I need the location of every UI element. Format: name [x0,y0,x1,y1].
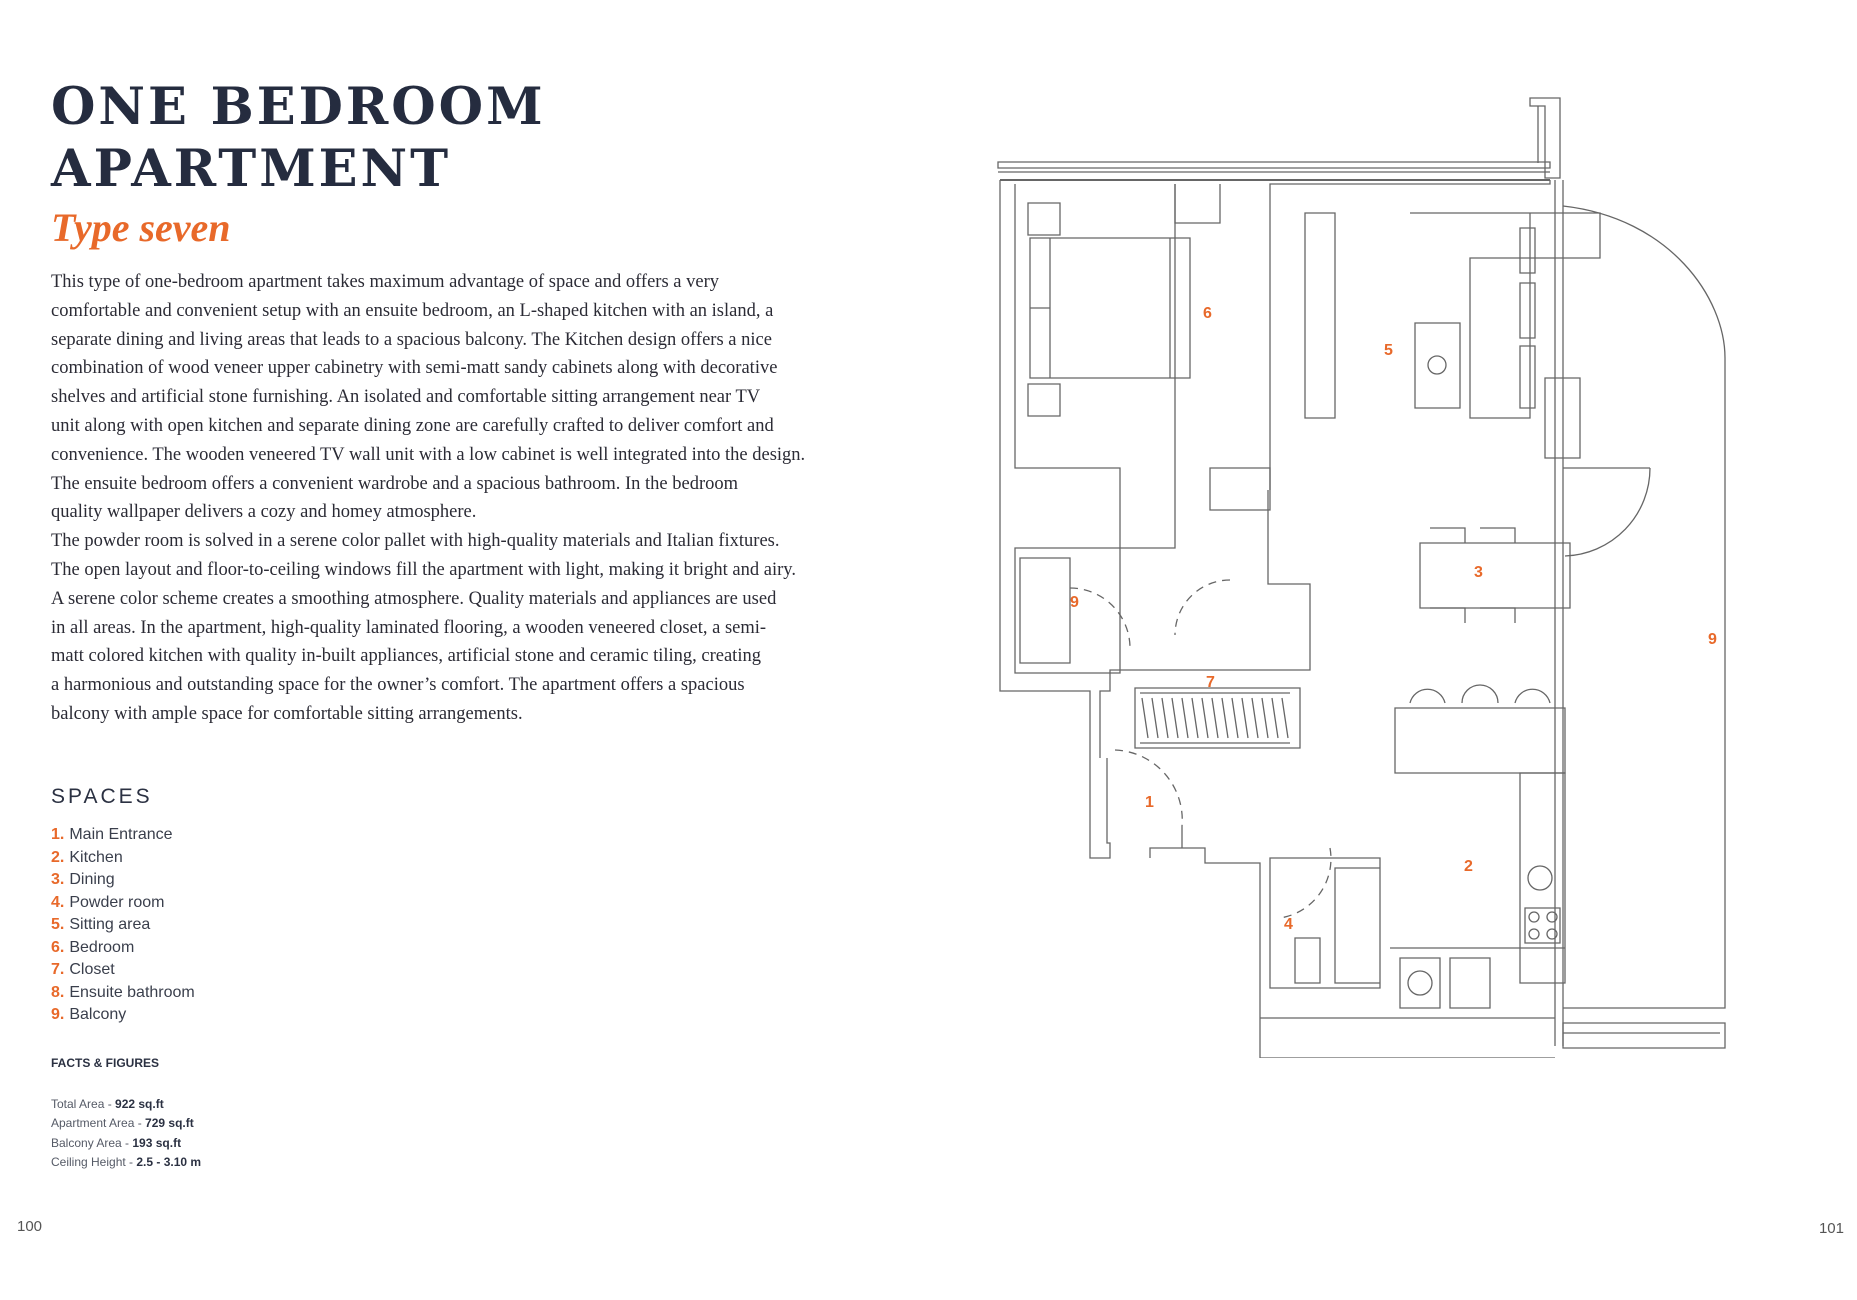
space-number: 3. [51,871,65,888]
label-balcony: 9 [1708,631,1717,648]
fact-label: Balcony Area - [51,1135,133,1150]
label-bedroom: 6 [1203,305,1212,322]
intro-line: The open layout and floor-to-ceiling windows fill the apartment with light, making it bright and airy. [51,559,796,580]
label-closet: 7 [1206,674,1215,691]
space-label: Sitting area [69,916,151,933]
list-item [51,959,195,982]
ensuite-bath [1015,548,1120,673]
kitchen-island [1395,708,1565,773]
toilet [1295,938,1320,983]
page-subtitle: Type seven [51,205,231,250]
intro-line: balcony with ample space for comfortable sitting arrangements. [51,703,523,724]
intro-line: in all areas. In the apartment, high-quality laminated flooring, a wooden veneered closet, a semi- [51,617,767,638]
page-title [51,76,546,200]
kitchen-counter [1390,773,1565,983]
list-item [51,937,195,960]
dining-table [1420,543,1570,608]
label-dining: 3 [1474,564,1483,581]
intro-line: shelves and artificial stone furnishing. An isolated and comfortable sitting arrangement near TV [51,387,761,408]
fact-value: 922 sq.ft [115,1097,164,1111]
label-main-entrance: 1 [1145,794,1154,811]
bedroom-partition [1175,184,1335,418]
space-number: 5. [51,916,65,933]
facts-heading: FACTS & FIGURES [51,1056,160,1070]
bottom-wall [1150,848,1555,1058]
intro-line: convenience. The wooden veneered TV wall unit with a low cabinet is well integrated into the design. [51,444,806,465]
title-line-1: ONE BEDROOM [51,77,546,137]
coffee-table-decor [1428,356,1446,374]
right-facade [1555,180,1563,1046]
intro-line: a harmonious and outstanding space for the owner’s comfort. The apartment offers a spacious [51,675,745,696]
intro-line: comfortable and convenient setup with an ensuite bedroom, an L-shaped kitchen with an island, a [51,300,774,321]
list-item [51,824,195,847]
coffee-table [1415,323,1460,408]
spaces-heading: SPACES [51,785,153,808]
fact-label: Apartment Area - [51,1116,146,1131]
list-item [51,847,195,870]
floor-plan-drawing [990,88,1820,1058]
space-label: Ensuite bathroom [69,983,195,1001]
space-label: Dining [69,871,115,888]
nightstand [1028,203,1060,416]
intro-line: unit along with open kitchen and separate dining zone are carefully crafted to deliver comfort and [51,415,774,436]
space-number: 2. [51,848,65,866]
space-number: 1. [51,826,65,843]
label-powder-room: 4 [1284,916,1293,933]
dining-chairs [1430,528,1515,623]
space-number: 9. [51,1006,65,1023]
entrance-door [1115,750,1182,826]
balcony-rail-bottom [1563,1023,1725,1048]
window-corner [1530,98,1560,178]
balcony-outline [1563,206,1725,1008]
sofa [1410,213,1600,418]
bed [1030,238,1190,378]
label-sitting-area: 5 [1384,342,1393,359]
list-item [51,982,195,1005]
outer-wall [1000,180,1550,858]
list-item [51,892,195,915]
fact-item [51,1134,201,1153]
list-item [51,869,195,892]
intro-line: combination of wood veneer upper cabinetry with semi-matt sandy cabinets along with decorative [51,358,778,379]
fact-item [51,1153,201,1172]
space-label: Bedroom [69,938,135,956]
intro-line: This type of one-bedroom apartment takes maximum advantage of space and offers a very [51,272,719,292]
closet-hatch [1142,698,1288,738]
space-label: Balcony [69,1006,127,1023]
window-strip [998,162,1550,172]
floor-plan-labels [1070,305,1717,933]
intro-line: quality wallpaper delivers a cozy and homey atmosphere. [51,502,477,523]
fact-item [51,1095,201,1114]
space-label: Closet [69,961,115,978]
tv-console [1210,468,1270,510]
space-label: Powder room [69,893,165,911]
facts-list [51,1095,201,1172]
fact-label: Ceiling Height - [51,1154,137,1169]
sink [1528,866,1552,890]
label-kitchen: 2 [1464,858,1473,875]
title-line-2: APARTMENT [51,139,452,199]
ensuite-door [1070,588,1130,648]
space-label: Kitchen [69,848,123,866]
space-number: 7. [51,961,65,978]
intro-line: A serene color scheme creates a smoothing atmosphere. Quality materials and appliances are used [51,588,777,609]
list-item [51,914,195,937]
washer [1400,958,1440,1008]
intro-line: separate dining and living areas that leads to a spacious balcony. The Kitchen design offers a nice [51,329,772,350]
page-number-right: 101 [1818,1220,1844,1237]
fact-item [51,1114,201,1133]
list-item [51,1004,195,1027]
balcony-door [1563,468,1650,556]
label-ensuite-bathroom: 9 [1070,594,1079,611]
fact-value: 729 sq.ft [145,1116,194,1131]
space-number: 8. [51,983,65,1001]
floor-plan [990,88,1820,1058]
space-number: 6. [51,938,65,956]
fact-value: 193 sq.ft [132,1135,182,1150]
page-number-left: 100 [17,1218,43,1235]
intro-line: matt colored kitchen with quality in-built appliances, artificial stone and ceramic tiling, creating [51,646,761,667]
intro-line: The powder room is solved in a serene color pallet with high-quality materials and Italian fixtures. [51,531,780,552]
spaces-list [51,824,195,1027]
sofa-cushions [1520,228,1535,408]
fridge [1450,958,1490,1008]
intro-line: The ensuite bedroom offers a convenient wardrobe and a spacious bathroom. In the bedroom [51,473,739,494]
fact-label: Total Area - [51,1097,116,1111]
bedroom-door [1175,580,1230,635]
intro-paragraph [51,268,871,729]
bar-stools [1410,685,1550,703]
space-number: 4. [51,893,65,911]
fact-value: 2.5 - 3.10 m [136,1154,202,1169]
space-label: Main Entrance [69,826,173,843]
